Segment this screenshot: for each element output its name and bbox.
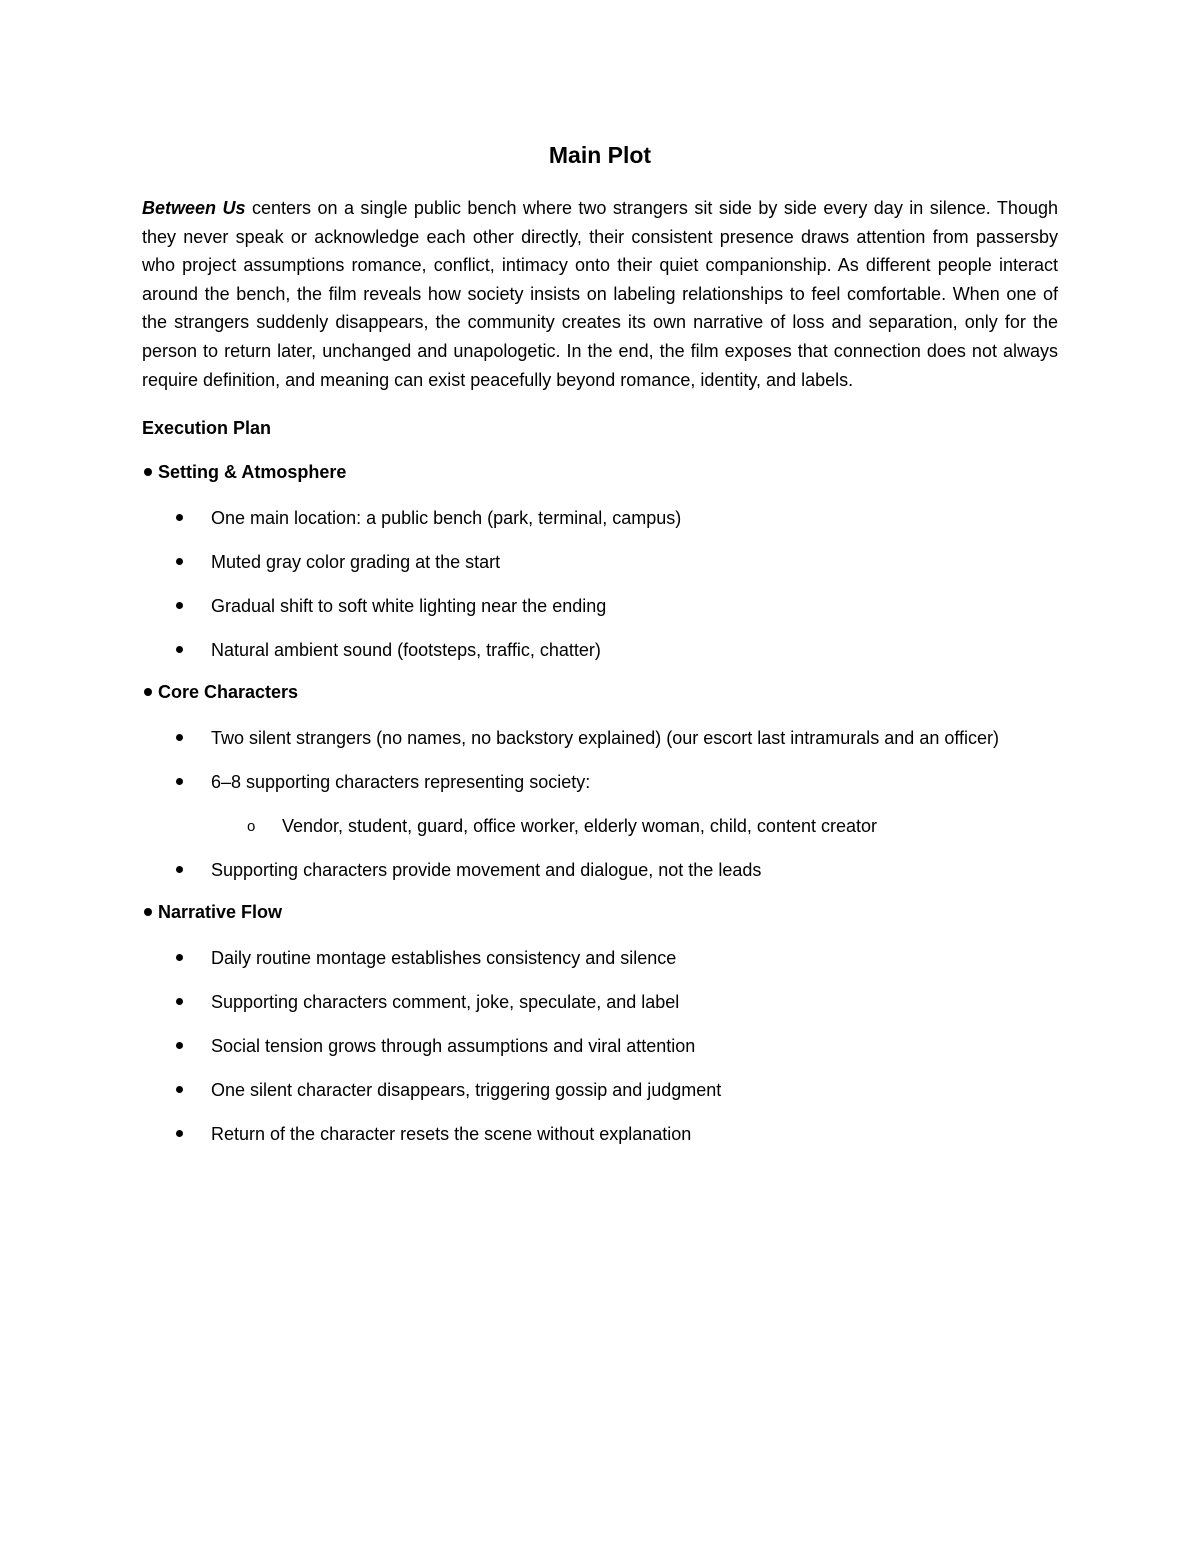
section-heading-label: Narrative Flow	[158, 902, 283, 923]
list-item	[142, 592, 1058, 620]
section-heading	[142, 460, 1058, 484]
bullet-icon	[176, 954, 183, 961]
list-item-text: Muted gray color grading at the start	[211, 552, 501, 573]
list-item-text: One main location: a public bench (park, terminal, campus)	[211, 508, 682, 529]
list-item	[142, 504, 1058, 532]
list-item-text: Gradual shift to soft white lighting near the ending	[211, 596, 607, 617]
list-item	[142, 636, 1058, 664]
list-item-text: Two silent strangers (no names, no backstory explained) (our escort last intramurals and an officer)	[211, 728, 1000, 749]
circle-bullet-icon: o	[247, 818, 256, 836]
list-item	[142, 988, 1058, 1016]
bullet-icon	[176, 602, 183, 609]
intro-text: centers on a single public bench where two strangers sit side by side every day in silence. Though they never speak or acknowledge each other directly, their consistent presence draws attention from passersby who project assumptions romance, conflict, intimacy onto their quiet companionship. As different people interact around the bench, the film reveals how society insists on labeling relationships to feel comfortable. When one of the strangers suddenly disappears, the community creates its own narrative of loss and separation, only for the person to return later, unchanged and unapologetic. In the end, the film exposes that connection does not always require definition, and meaning can exist peacefully beyond romance, identity, and labels.	[142, 198, 1058, 390]
list-item-text: One silent character disappears, triggering gossip and judgment	[211, 1080, 722, 1101]
list-item-text: Natural ambient sound (footsteps, traffic, chatter)	[211, 640, 601, 661]
list-item	[142, 724, 1058, 752]
list-item	[142, 1032, 1058, 1060]
section-heading-label: Core Characters	[158, 682, 299, 703]
execution-plan-heading: Execution Plan	[142, 418, 272, 439]
bullet-icon	[176, 1086, 183, 1093]
bullet-icon	[176, 734, 183, 741]
list-item	[142, 548, 1058, 576]
bullet-icon	[176, 1130, 183, 1137]
page-title: Main Plot	[548, 142, 652, 168]
sub-list-item-text: Vendor, student, guard, office worker, elderly woman, child, content creator	[282, 816, 878, 837]
list-item-text: Daily routine montage establishes consistency and silence	[211, 948, 677, 969]
section-core-characters	[142, 680, 1058, 884]
section-heading	[142, 680, 1058, 704]
list-item-text: 6–8 supporting characters representing society:	[211, 772, 591, 793]
bullet-icon	[176, 558, 183, 565]
document-page	[142, 140, 1058, 1164]
bullet-list	[142, 504, 1058, 664]
list-item-text: Return of the character resets the scene without explanation	[211, 1124, 692, 1145]
sub-list-item	[211, 812, 1058, 840]
sub-list	[211, 812, 1058, 840]
section-setting	[142, 460, 1058, 664]
bullet-icon	[176, 778, 183, 785]
section-heading	[142, 900, 1058, 924]
list-item	[142, 768, 1058, 840]
section-heading-label: Setting & Atmosphere	[158, 462, 347, 483]
bullet-list	[142, 944, 1058, 1148]
bullet-icon	[176, 866, 183, 873]
list-item-text: Supporting characters provide movement and dialogue, not the leads	[211, 860, 762, 881]
bullet-list	[142, 724, 1058, 884]
bullet-icon	[144, 908, 152, 916]
list-item	[142, 1120, 1058, 1148]
section-narrative-flow	[142, 900, 1058, 1148]
bullet-icon	[176, 646, 183, 653]
bullet-icon	[144, 468, 152, 476]
list-item-text: Social tension grows through assumptions and viral attention	[211, 1036, 696, 1057]
list-item	[142, 944, 1058, 972]
list-item	[142, 856, 1058, 884]
intro-paragraph	[142, 194, 1058, 394]
bullet-icon	[176, 514, 183, 521]
film-title: Between Us	[142, 198, 246, 218]
bullet-icon	[176, 998, 183, 1005]
list-item-text: Supporting characters comment, joke, speculate, and label	[211, 992, 680, 1013]
bullet-icon	[176, 1042, 183, 1049]
list-item	[142, 1076, 1058, 1104]
bullet-icon	[144, 688, 152, 696]
